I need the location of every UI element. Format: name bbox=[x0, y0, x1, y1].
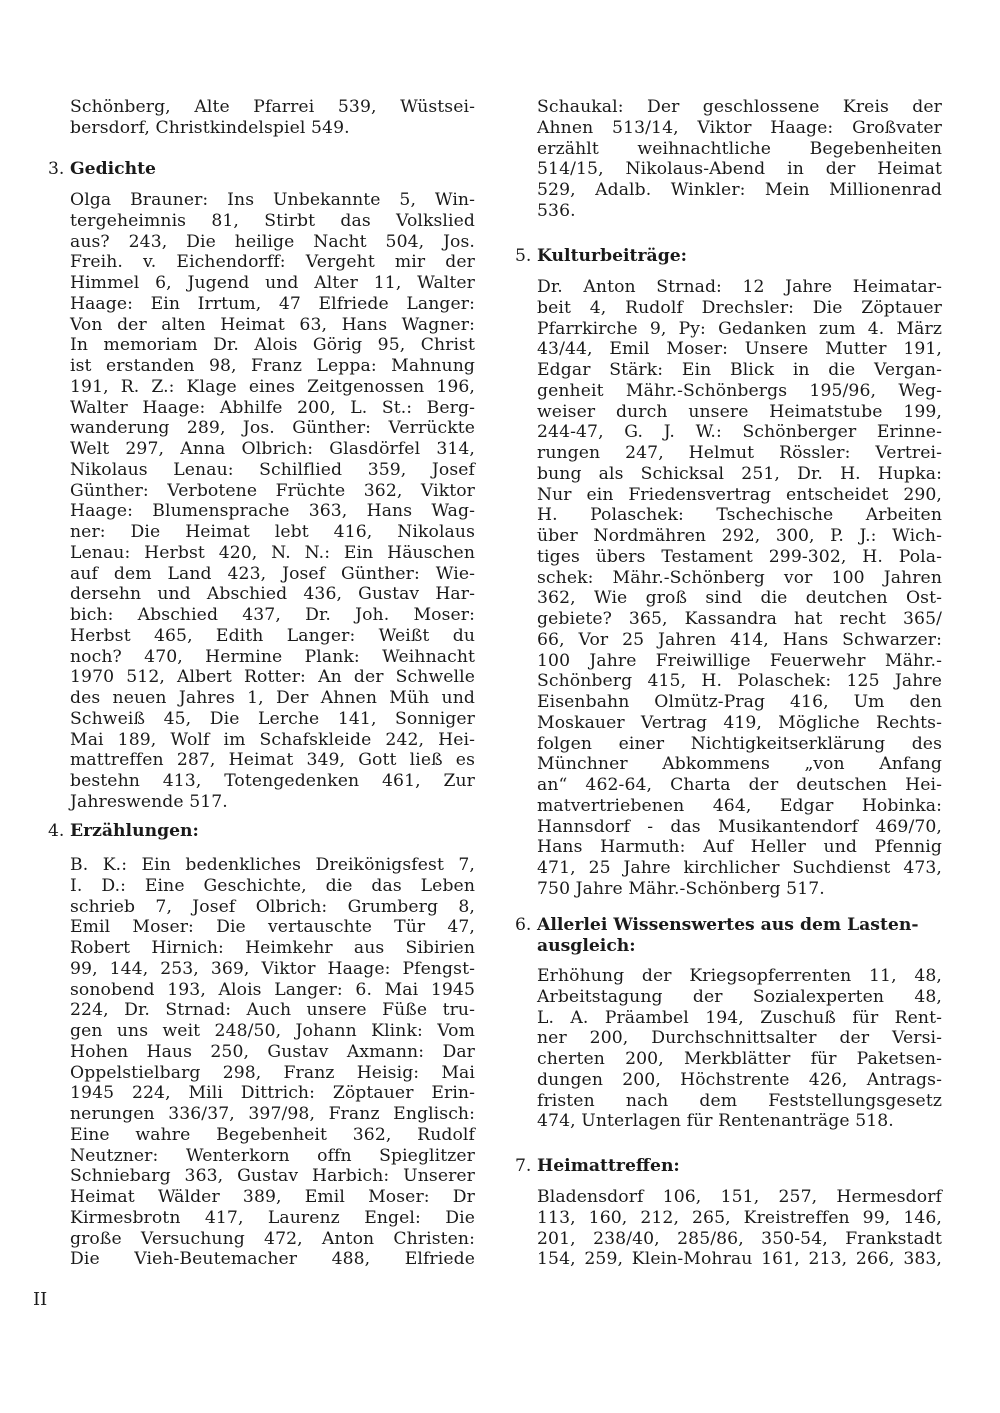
text-line: an“ 462-64, Charta der deutschen Hei- bbox=[537, 775, 942, 795]
text-line: cherten 200, Merkblätter für Paketsen- bbox=[537, 1049, 942, 1069]
text-line: Schweiß 45, Die Lerche 141, Sonniger bbox=[70, 708, 475, 729]
text-line: Walter Haage: Abhilfe 200, L. St.: Berg- bbox=[70, 397, 475, 418]
text-line: ner 200, Durchschnittsalter der Versi- bbox=[537, 1028, 942, 1049]
text-line: 154, 259, Klein-Mohrau 161, 213, 266, 383, bbox=[537, 1249, 942, 1270]
text-line: Mai 189, Wolf im Schafskleide 242, Hei- bbox=[70, 729, 475, 750]
text-line: rungen 247, Helmut Rössler: Vertrei- bbox=[537, 443, 942, 463]
text-line: Nur ein Friedensvertrag entscheidet 290, bbox=[537, 484, 942, 505]
text-line: Bladensdorf 106, 151, 257, Hermesdorf bbox=[537, 1187, 942, 1207]
text-line: auf dem Land 423, Josef Günther: Wie- bbox=[70, 563, 475, 584]
text-line: Münchner Abkommens „von Anfang bbox=[537, 754, 942, 775]
section-number: 4. bbox=[48, 821, 65, 841]
text-line: I. D.: Eine Geschichte, die das Leben bbox=[70, 875, 475, 896]
left-continuation bbox=[70, 97, 475, 139]
text-line: Freih. v. Eichendorff: Vergeht mir der bbox=[70, 252, 475, 273]
text-line: 244-47, G. J. W.: Schönberger Erinne- bbox=[537, 422, 942, 443]
section-number: 3. bbox=[48, 159, 65, 179]
kulturbeitraege-entries bbox=[537, 277, 942, 900]
text-line: 474, Unterlagen für Rentenanträge 518. bbox=[537, 1111, 894, 1132]
text-line: Neutzner: Wenterkorn offn Spieglitzer bbox=[70, 1145, 475, 1166]
text-line: Emil Moser: Die vertauschte Tür 47, bbox=[70, 917, 475, 938]
text-line: dersehn und Abschied 436, Gustav Har- bbox=[70, 584, 475, 605]
text-line: gen uns weit 248/50, Johann Klink: Vom bbox=[70, 1021, 475, 1041]
section-number: 5. bbox=[515, 246, 532, 266]
text-line: B. K.: Ein bedenkliches Dreikönigsfest 7, bbox=[70, 855, 475, 875]
text-line: Hannsdorf - das Musikantendorf 469/70, bbox=[537, 816, 942, 837]
text-line: Schniebarg 363, Gustav Harbich: Unserer bbox=[70, 1166, 475, 1187]
section-number: 6. bbox=[515, 915, 532, 935]
text-line: bich: Abschied 437, Dr. Joh. Moser: bbox=[70, 605, 475, 625]
text-line: 1970 512, Albert Rotter: An der Schwelle bbox=[70, 667, 475, 688]
text-line: 224, Dr. Strnad: Auch unsere Füße tru- bbox=[70, 1000, 475, 1021]
text-line: Pfarrkirche 9, Py: Gedanken zum 4. März bbox=[537, 318, 942, 339]
text-line: nerungen 336/37, 397/98, Franz Englisch: bbox=[70, 1104, 475, 1124]
text-line: Heimat Wälder 389, Emil Moser: Dr bbox=[70, 1187, 475, 1207]
text-line: noch? 470, Hermine Plank: Weihnacht bbox=[70, 646, 475, 667]
text-line: Moskauer Vertrag 419, Mögliche Rechts- bbox=[537, 712, 942, 733]
text-line: 362, Wie groß sind die deutchen Ost- bbox=[537, 588, 942, 609]
text-line: Welt 297, Anna Olbrich: Glasdörfel 314, bbox=[70, 439, 475, 459]
text-line: 100 Jahre Freiwillige Feuerwehr Mähr.- bbox=[537, 650, 942, 671]
text-line: wanderung 289, Jos. Günther: Verrückte bbox=[70, 418, 475, 439]
text-line: Himmel 6, Jugend und Alter 11, Walter bbox=[70, 273, 475, 293]
text-line: 191, R. Z.: Klage eines Zeitgenossen 196, bbox=[70, 376, 475, 397]
text-line: schek: Mähr.-Schönberg vor 100 Jahren bbox=[537, 567, 942, 588]
text-line: 66, Vor 25 Jahren 414, Hans Schwarzer: bbox=[537, 629, 942, 650]
text-line: 99, 144, 253, 369, Viktor Haage: Pfengst- bbox=[70, 958, 475, 979]
text-line: Olga Brauner: Ins Unbekannte 5, Win- bbox=[70, 190, 475, 210]
text-line: Von der alten Heimat 63, Hans Wagner: bbox=[70, 314, 475, 335]
text-line: Schönberg, Alte Pfarrei 539, Wüstsei- bbox=[70, 97, 475, 117]
text-line: 750 Jahre Mähr.-Schönberg 517. bbox=[537, 878, 825, 899]
text-line: tiges übers Testament 299-302, H. Pola- bbox=[537, 546, 942, 567]
text-line: gebiete? 365, Kassandra hat recht 365/ bbox=[537, 609, 942, 629]
text-line: große Versuchung 472, Anton Christen: bbox=[70, 1228, 475, 1249]
section-number: 7. bbox=[515, 1156, 532, 1176]
section-title: Erzählungen: bbox=[70, 821, 199, 841]
text-line: bersdorf, Christkindelspiel 549. bbox=[70, 117, 350, 138]
text-line: Jahreswende 517. bbox=[70, 791, 228, 812]
section-title: Allerlei Wissenswertes aus dem Lasten- bbox=[537, 915, 919, 935]
text-line: Herbst 465, Edith Langer: Weißt du bbox=[70, 625, 475, 646]
text-line: Ahnen 513/14, Viktor Haage: Großvater bbox=[537, 117, 942, 138]
text-line: folgen einer Nichtigkeitserklärung des bbox=[537, 733, 942, 754]
text-line: 1945 224, Mili Dittrich: Zöptauer Erin- bbox=[70, 1083, 475, 1104]
page-number: II bbox=[33, 1289, 48, 1310]
text-line: fristen nach dem Feststellungsgesetz bbox=[537, 1090, 942, 1111]
right-continuation bbox=[537, 97, 942, 222]
text-line: aus? 243, Die heilige Nacht 504, Jos. bbox=[70, 231, 475, 252]
section-heading-heimattreffen bbox=[515, 1156, 680, 1177]
erzaehlungen-entries bbox=[70, 855, 475, 1270]
text-line: Robert Hirnich: Heimkehr aus Sibirien bbox=[70, 938, 475, 958]
text-line: 471, 25 Jahre kirchlicher Suchdienst 473, bbox=[537, 858, 942, 878]
text-line: ist erstanden 98, Franz Leppa: Mahnung bbox=[70, 356, 475, 376]
text-line: Schaukal: Der geschlossene Kreis der bbox=[537, 97, 942, 117]
text-line: 514/15, Nikolaus-Abend in der Heimat bbox=[537, 159, 942, 180]
text-line: des neuen Jahres 1, Der Ahnen Müh und bbox=[70, 688, 475, 708]
text-line: Schönberg 415, H. Polaschek: 125 Jahre bbox=[537, 671, 942, 692]
text-line: 536. bbox=[537, 200, 576, 221]
text-line: 43/44, Emil Moser: Unsere Mutter 191, bbox=[537, 339, 942, 360]
text-line: über Nordmähren 292, 300, P. J.: Wich- bbox=[537, 526, 942, 546]
section-title: Heimattreffen: bbox=[537, 1156, 680, 1176]
text-line: L. A. Präambel 194, Zuschuß für Rent- bbox=[537, 1007, 942, 1028]
text-line: In memoriam Dr. Alois Görig 95, Christ bbox=[70, 335, 475, 356]
section-heading-erzaehlungen bbox=[48, 821, 199, 842]
section-heading-gedichte bbox=[48, 159, 156, 180]
section-title-continued: ausgleich: bbox=[537, 935, 636, 956]
text-line: schrieb 7, Josef Olbrich: Grumberg 8, bbox=[70, 896, 475, 917]
text-line: Günther: Verbotene Früchte 362, Viktor bbox=[70, 480, 475, 501]
heimattreffen-entries bbox=[537, 1187, 942, 1270]
text-line: tergeheimnis 81, Stirbt das Volkslied bbox=[70, 210, 475, 231]
text-line: matvertriebenen 464, Edgar Hobinka: bbox=[537, 795, 942, 816]
text-line: 201, 238/40, 285/86, 350-54, Frankstadt bbox=[537, 1228, 942, 1249]
text-line: bung als Schicksal 251, Dr. H. Hupka: bbox=[537, 463, 942, 484]
text-line: Arbeitstagung der Sozialexperten 48, bbox=[537, 986, 942, 1007]
text-line: Lenau: Herbst 420, N. N.: Ein Häuschen bbox=[70, 542, 475, 563]
text-line: Eisenbahn Olmütz-Prag 416, Um den bbox=[537, 692, 942, 712]
text-line: weiser durch unsere Heimatstube 199, bbox=[537, 401, 942, 422]
section-heading-lastenausgleich bbox=[515, 915, 919, 957]
text-line: Eine wahre Begebenheit 362, Rudolf bbox=[70, 1124, 475, 1145]
text-line: Dr. Anton Strnad: 12 Jahre Heimatar- bbox=[537, 277, 942, 297]
text-line: Nikolaus Lenau: Schilflied 359, Josef bbox=[70, 459, 475, 480]
text-line: Hans Harmuth: Auf Heller und Pfennig bbox=[537, 837, 942, 858]
text-line: Oppelstielbarg 298, Franz Heisig: Mai bbox=[70, 1062, 475, 1083]
text-line: dungen 200, Höchstrente 426, Antrags- bbox=[537, 1069, 942, 1090]
lastenausgleich-entries bbox=[537, 966, 942, 1132]
text-line: bestehn 413, Totengedenken 461, Zur bbox=[70, 771, 475, 791]
section-title: Kulturbeiträge: bbox=[537, 246, 687, 266]
section-title: Gedichte bbox=[70, 159, 156, 179]
text-line: erzählt weihnachtliche Begebenheiten bbox=[537, 138, 942, 159]
section-heading-kulturbeitraege bbox=[515, 246, 687, 267]
text-line: beit 4, Rudolf Drechsler: Die Zöptauer bbox=[537, 297, 942, 318]
text-line: sonobend 193, Alois Langer: 6. Mai 1945 bbox=[70, 979, 475, 1000]
text-line: ner: Die Heimat lebt 416, Nikolaus bbox=[70, 522, 475, 542]
text-line: mattreffen 287, Heimat 349, Gott ließ es bbox=[70, 750, 475, 771]
text-line: Erhöhung der Kriegsopferrenten 11, 48, bbox=[537, 966, 942, 986]
text-line: Edgar Stärk: Ein Blick in die Vergan- bbox=[537, 360, 942, 380]
text-line: Kirmesbrotn 417, Laurenz Engel: Die bbox=[70, 1207, 475, 1228]
text-line: Haage: Ein Irrtum, 47 Elfriede Langer: bbox=[70, 293, 475, 314]
text-line: H. Polaschek: Tschechische Arbeiten bbox=[537, 505, 942, 526]
text-line: Hohen Haus 250, Gustav Axmann: Dar bbox=[70, 1041, 475, 1062]
text-line: Haage: Blumensprache 363, Hans Wag- bbox=[70, 501, 475, 522]
gedichte-entries bbox=[70, 190, 475, 813]
text-line: 113, 160, 212, 265, Kreistreffen 99, 146, bbox=[537, 1207, 942, 1228]
text-line: 529, Adalb. Winkler: Mein Millionenrad bbox=[537, 180, 942, 200]
text-line: genheit Mähr.-Schönbergs 195/96, Weg- bbox=[537, 380, 942, 401]
text-line: Die Vieh-Beutemacher 488, Elfriede bbox=[70, 1249, 475, 1270]
